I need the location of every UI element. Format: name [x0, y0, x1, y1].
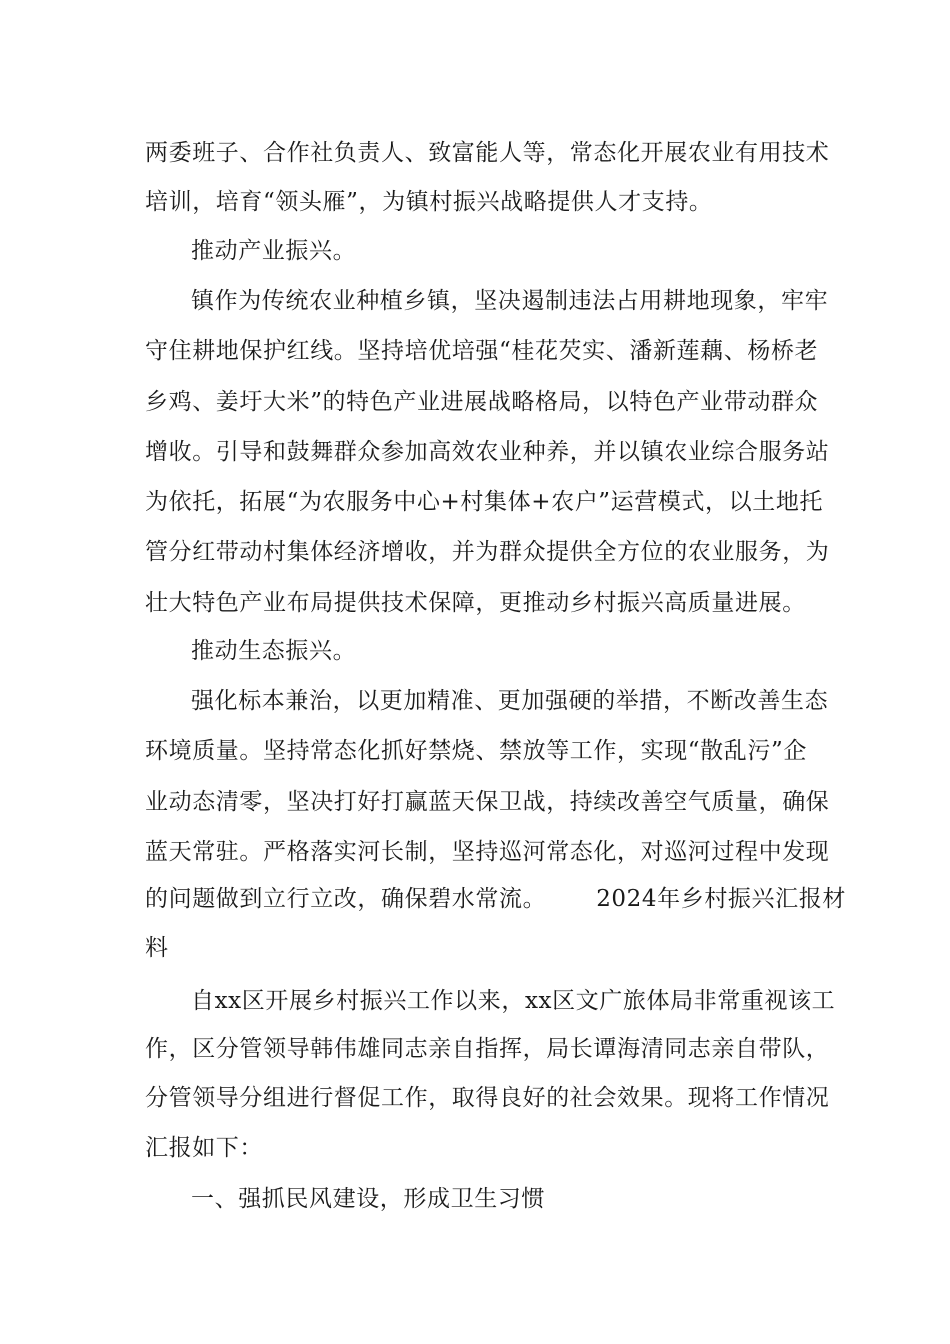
- text-line: 壮大特色产业布局提供技术保障，更推动乡村振兴高质量进展。: [145, 590, 806, 616]
- text-line: [145, 884, 846, 914]
- text-line: 蓝天常驻。严格落实河长制，坚持巡河常态化，对巡河过程中发现: [145, 839, 830, 865]
- text-line: 增收。引导和鼓舞群众参加高效农业种养，并以镇农业综合服务站: [145, 439, 830, 465]
- text-line: 分管领导分组进行督促工作，取得良好的社会效果。现将工作情况: [145, 1085, 830, 1111]
- text-line: 强化标本兼治，以更加精准、更加强硬的举措，不断改善生态: [191, 688, 829, 714]
- text-line: 乡鸡、姜圩大米”的特色产业进展战略格局，以特色产业带动群众: [145, 389, 819, 415]
- text-line: 环境质量。坚持常态化抓好禁烧、禁放等工作，实现“散乱污”企: [145, 738, 807, 764]
- section-heading: 推动产业振兴。: [191, 238, 357, 264]
- text-line: 自xx区开展乡村振兴工作以来，xx区文广旅体局非常重视该工: [191, 988, 836, 1014]
- section-heading: 推动生态振兴。: [191, 638, 357, 664]
- text-line: 管分红带动村集体经济增收，并为群众提供全方位的农业服务，为: [145, 539, 830, 565]
- text-line: 业动态清零，坚决打好打赢蓝天保卫战，持续改善空气质量，确保: [145, 789, 830, 815]
- text-line: 料: [145, 935, 169, 961]
- text-fragment: 的问题做到立行立改，确保碧水常流。: [145, 886, 547, 912]
- text-line: 为依托，拓展“为农服务中心+村集体+农户”运营模式，以土地托: [145, 489, 824, 515]
- text-line: 培训，培育“领头雁”，为镇村振兴战略提供人才支持。: [145, 189, 713, 215]
- text-line: 镇作为传统农业种植乡镇，坚决遏制违法占用耕地现象，牢牢: [191, 288, 829, 314]
- text-line: 作，区分管领导韩伟雄同志亲自指挥，局长谭海清同志亲自带队，: [145, 1036, 830, 1062]
- text-line: 守住耕地保护红线。坚持培优培强“桂花芡实、潘新莲藕、杨桥老: [145, 338, 819, 364]
- text-line: 两委班子、合作社负责人、致富能人等，常态化开展农业有用技术: [145, 140, 830, 166]
- title-fragment: 2024年乡村振兴汇报材: [596, 886, 846, 912]
- text-line: 汇报如下：: [145, 1135, 263, 1161]
- section-heading: 一、强抓民风建设，形成卫生习惯: [191, 1186, 545, 1212]
